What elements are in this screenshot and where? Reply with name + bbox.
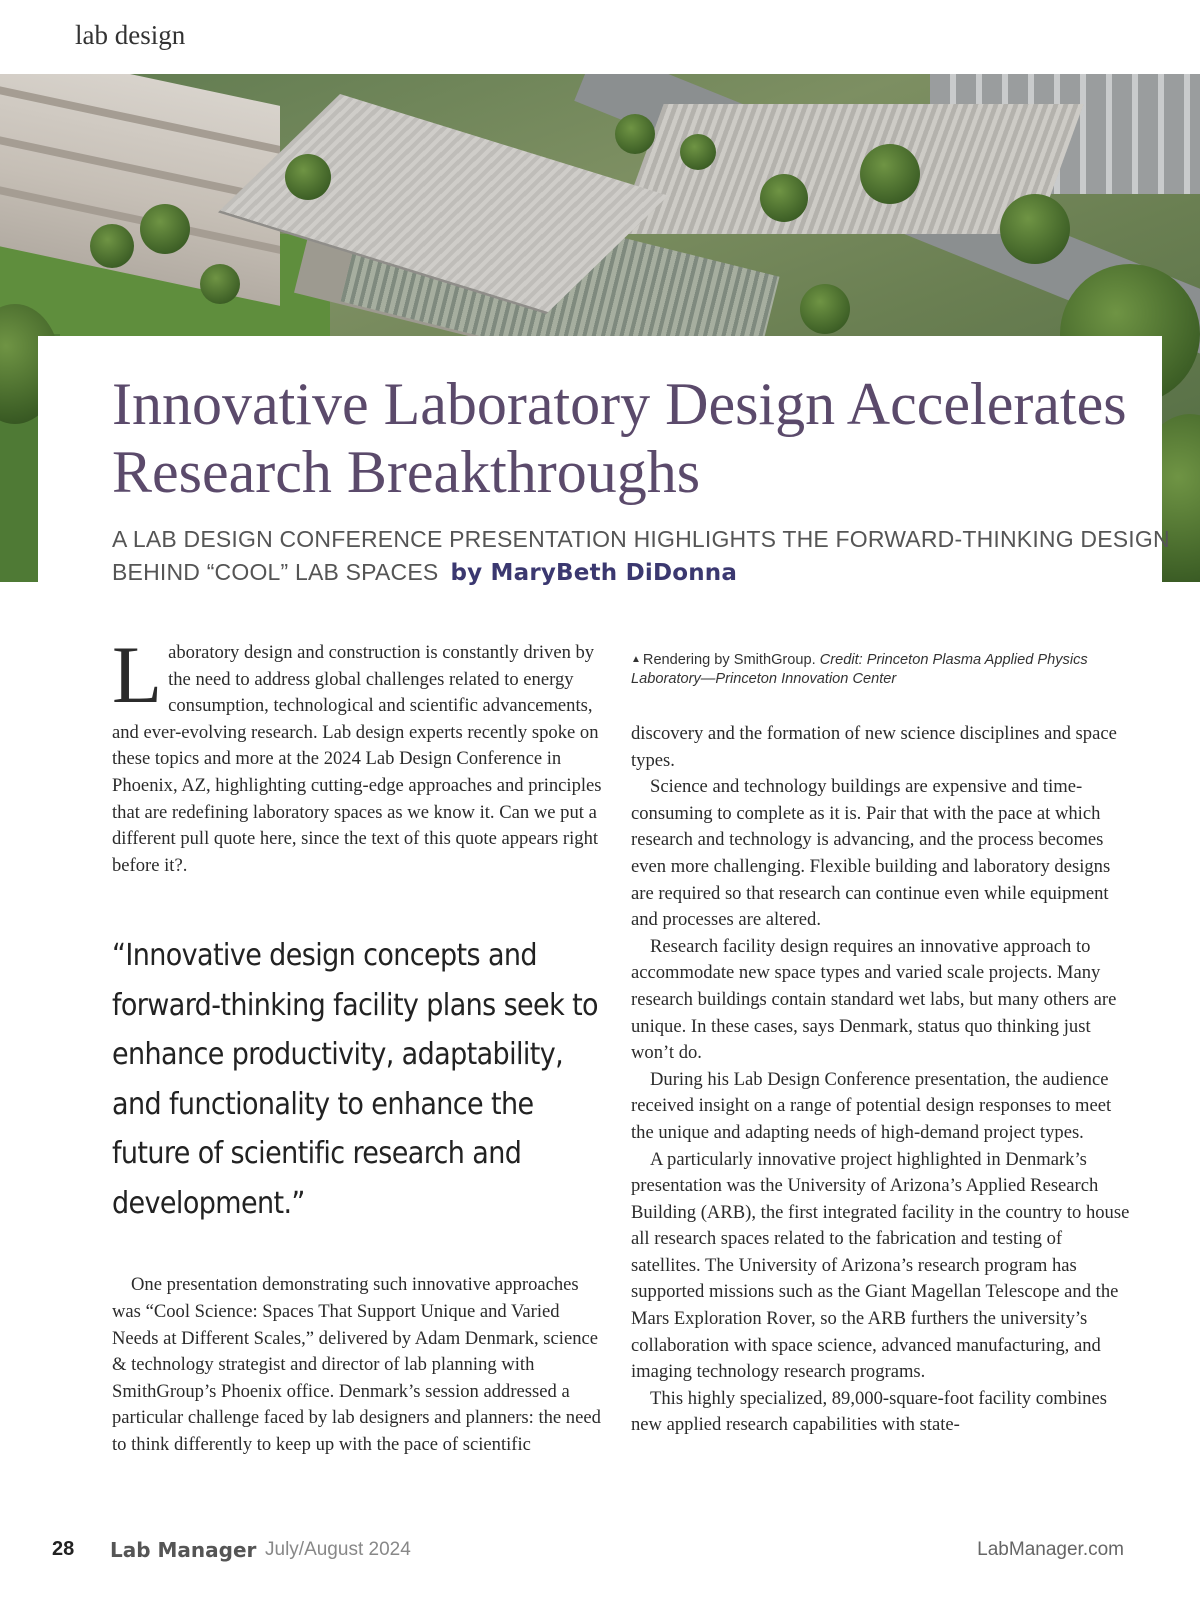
intro-paragraph	[112, 629, 610, 879]
page-footer	[52, 1538, 1124, 1568]
article-deck	[112, 523, 1172, 590]
tree	[860, 144, 920, 204]
article-headline: Innovative Laboratory Design Accelerates Research Breakthroughs	[112, 371, 1127, 505]
deck-text: A LAB DESIGN CONFERENCE PRESENTATION HIGHLIGHTS THE FORWARD-THINKING DESIGN BEHIND “COOL” LAB SPACES	[112, 526, 1170, 585]
tree	[615, 114, 655, 154]
caption-arrow-icon: ▲	[631, 654, 641, 665]
body-paragraph: One presentation demonstrating such innovative approaches was “Cool Science: Spaces That Support Unique and Varied Needs at Different Scales,” delivered by Adam Denmark, science & technology strategist and director of lab planning with SmithGroup’s Phoenix office. Denmark’s session addressed a particular challenge faced by lab designers and planners: the need to think differently to keep up with the pace of scientific	[112, 1274, 601, 1455]
body-paragraph: This highly specialized, 89,000-square-foot facility combines new applied research capabilities with state-	[631, 1387, 1107, 1436]
caption-text: Rendering by SmithGroup.	[642, 652, 816, 668]
intro-text: aboratory design and construction is constantly driven by the need to address global challenges related to energy consumption, technological and scientific advancements, and ever-evolving research. Lab design experts recently spoke on these topics and more at the 2024 Lab Design Conference in Phoenix, AZ, highlighting cutting-edge approaches and principles that are redefining laboratory spaces as we know it. Can we put a different pull quote here, since the text of this quote appears right before it?.	[112, 642, 602, 876]
magazine-name: Lab Manager	[110, 1538, 257, 1562]
byline: by MaryBeth DiDonna	[450, 560, 738, 586]
caption-credit: Credit: Princeton Plasma Applied Physics Laboratory—Princeton Innovation Center	[631, 652, 1088, 687]
tree	[680, 134, 716, 170]
tree	[285, 154, 331, 200]
left-column	[112, 629, 610, 1459]
tree	[90, 224, 134, 268]
page-number: 28	[52, 1538, 75, 1560]
image-caption	[631, 650, 1131, 689]
drop-cap: L	[112, 629, 163, 720]
body-paragraph: Science and technology buildings are expensive and time-consuming to complete as it is. Pair that with the pace at which research and technology is advancing, and the process becomes even more challenging. Flexible building and laboratory designs are required so that research can continue even while equipment and processes are altered.	[631, 776, 1111, 931]
tree	[1000, 194, 1070, 264]
tree	[760, 174, 808, 222]
body-paragraph: Research facility design requires an innovative approach to accommodate new space types and varied scale projects. Many research buildings contain standard wet labs, but many others are unique. In these cases, says Denmark, status quo thinking just won’t do.	[631, 935, 1117, 1064]
issue-date: July/August 2024	[265, 1539, 411, 1560]
right-column	[631, 650, 1131, 1439]
pull-quote: “Innovative design concepts and forward-thinking facility plans seek to enhance productivity, adaptability, and functionality to enhance the future of scientific research and development.”	[112, 938, 598, 1221]
body-paragraph: A particularly innovative project highlighted in Denmark’s presentation was the University of Arizona’s Applied Research Building (ARB), the first integrated facility in the country to house all research spaces related to the fabrication and testing of satellites. The University of Arizona’s research program has supported missions such as the Giant Magellan Telescope and the Mars Exploration Rover, so the ARB furthers the university’s collaboration with space science, advanced manufacturing, and imaging technology research programs.	[631, 1148, 1130, 1383]
section-label: lab design	[75, 20, 186, 50]
tree	[800, 284, 850, 334]
body-paragraph: During his Lab Design Conference presentation, the audience received insight on a range of potential design responses to meet the unique and adapting needs of high-demand project types.	[631, 1068, 1112, 1143]
body-paragraph: discovery and the formation of new science disciplines and space types.	[631, 723, 1117, 771]
tree	[200, 264, 240, 304]
tree	[140, 204, 190, 254]
website-link[interactable]: LabManager.com	[977, 1539, 1124, 1560]
